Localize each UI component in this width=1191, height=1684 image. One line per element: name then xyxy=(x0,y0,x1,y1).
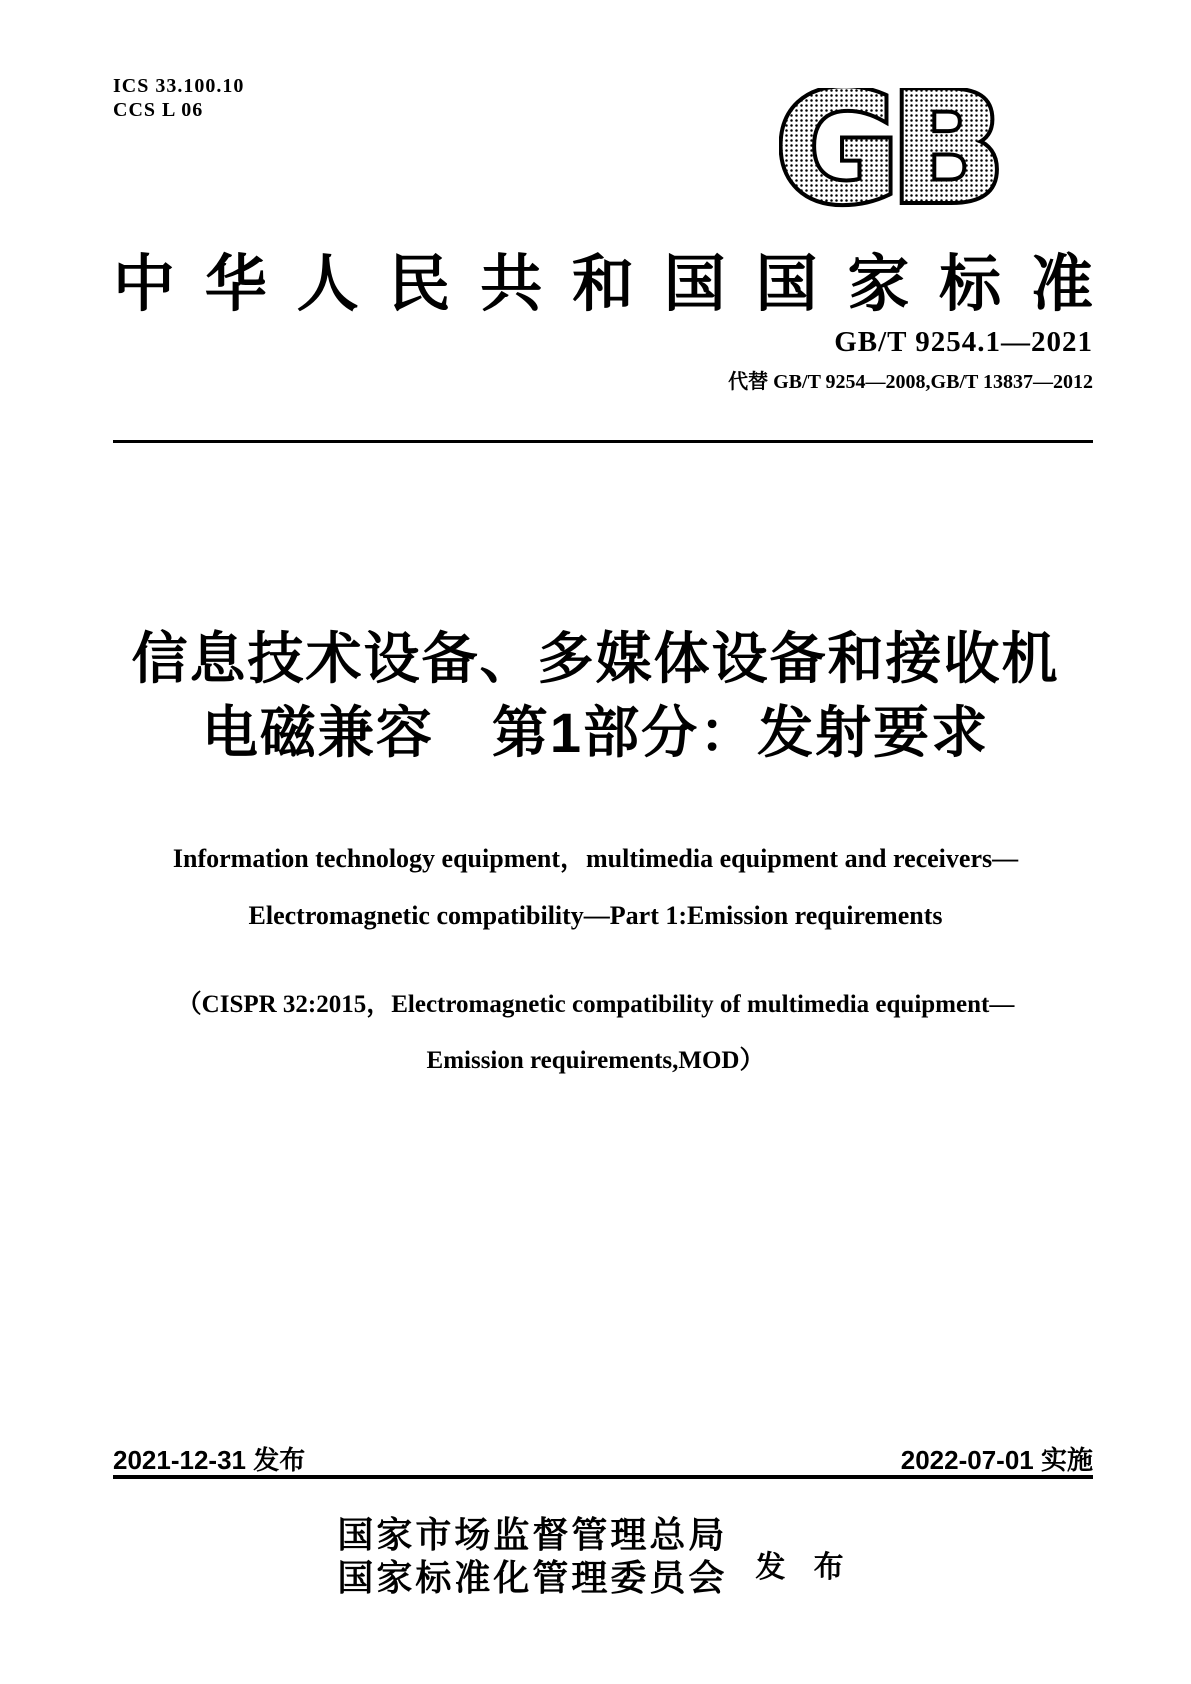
header-rule xyxy=(113,440,1093,443)
chinese-title xyxy=(0,622,1191,770)
dates-row xyxy=(113,1440,1093,1477)
gb-logo-text: GB xyxy=(779,88,996,208)
issuer-block xyxy=(0,1514,1191,1600)
gb-logo xyxy=(779,88,1009,208)
issuer-line1: 国家市场监督管理总局 xyxy=(337,1515,728,1555)
replaces-note: 代替 GB/T 9254—2008,GB/T 13837—2012 xyxy=(728,371,1093,393)
issuer-names xyxy=(337,1514,727,1600)
ics-code: ICS 33.100.10 xyxy=(113,75,245,97)
chinese-title-line2: 电磁兼容 第1部分：发射要求 xyxy=(201,701,990,764)
implement-date: 2022-07-01 实施 xyxy=(900,1445,1093,1475)
ccs-code: CCS L 06 xyxy=(113,99,204,121)
standard-number: GB/T 9254.1—2021 xyxy=(834,326,1093,358)
english-title-line2: Electromagnetic compatibility—Part 1:Emission requirements xyxy=(248,901,943,930)
adoption-note-line1: （CISPR 32:2015，Electromagnetic compatibility of multimedia equipment— xyxy=(176,991,1015,1018)
gb-logo-icon xyxy=(779,88,1009,208)
english-title-line1: Information technology equipment，multimedia equipment and receivers— xyxy=(172,844,1019,873)
issue-date: 2021-12-31 发布 xyxy=(113,1445,306,1475)
issuer-line2: 国家标准化管理委员会 xyxy=(337,1558,728,1598)
national-standard-banner: 中 华 人 民 共 和 国 国 家 标 准 xyxy=(113,251,1093,319)
publish-label: 发 布 xyxy=(755,1551,854,1584)
chinese-title-line1: 信息技术设备、多媒体设备和接收机 xyxy=(131,627,1060,690)
classification-codes xyxy=(113,74,244,122)
english-title xyxy=(0,843,1191,931)
adoption-note xyxy=(0,990,1191,1076)
adoption-note-line2: Emission requirements,MOD） xyxy=(426,1047,765,1074)
footer-rule xyxy=(113,1475,1093,1479)
